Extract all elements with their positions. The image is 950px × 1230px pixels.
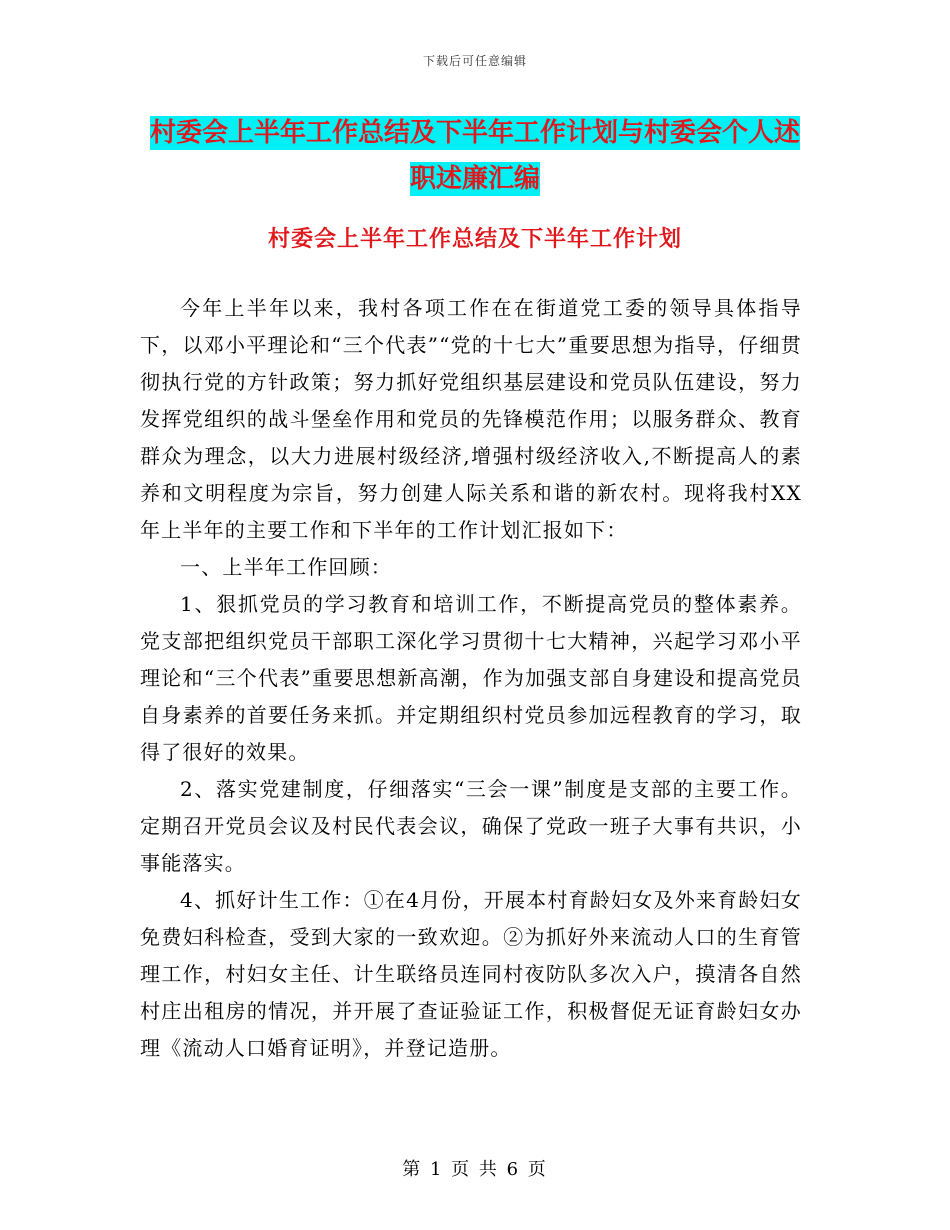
page-footer: 第 1 页 共 6 页 [402,1159,548,1180]
body-text [140,290,802,1067]
main-title-text: 村委会上半年工作总结及下半年工作计划与村委会个人述职述廉汇编 [150,118,801,194]
paragraph-item-1: 1、狠抓党员的学习教育和培训工作，不断提高党员的整体素养。党支部把组织党员干部职工深化学习贯彻十七大精神，兴起学习邓小平理论和“三个代表”重要思想新高潮，作为加强支部自身建设和提高党员自身素养的首要任务来抓。并定期组织村党员参加远程教育的学习，取得了很好的效果。 [140,592,802,764]
paragraph-intro: 今年上半年以来，我村各项工作在在街道党工委的领导具体指导下，以邓小平理论和“三个代表”“党的十七大”重要思想为指导，仔细贯彻执行党的方针政策；努力抓好党组织基层建设和党员队伍建设，努力发挥党组织的战斗堡垒作用和党员的先锋模范作用；以服务群众、教育群众为理念，以大力进展村级经济,增强村级经济收入,不断提高人的素养和文明程度为宗旨，努力创建人际关系和谐的新农村。现将我村XX年上半年的主要工作和下半年的工作计划汇报如下： [140,296,802,542]
header-note: 下载后可任意编辑 [422,54,527,68]
main-title [150,110,800,202]
paragraph-item-4: 4、抓好计生工作：①在4月份，开展本村育龄妇女及外来育龄妇女免费妇科检查，受到大家的一致欢迎。②为抓好外来流动人口的生育管理工作，村妇女主任、计生联络员连同村夜防队多次入户，摸清各自然村庄出租房的情况，并开展了查证验证工作，积极督促无证育龄妇女办理《流动人口婚育证明》，并登记造册。 [140,888,802,1060]
paragraph-heading-review: 一、上半年工作回顾： [180,555,392,579]
section-title: 村委会上半年工作总结及下半年工作计划 [267,227,682,252]
paragraph-item-2: 2、落实党建制度，仔细落实“三会一课”制度是支部的主要工作。定期召开党员会议及村民代表会议，确保了党政一班子大事有共识，小事能落实。 [140,777,802,875]
